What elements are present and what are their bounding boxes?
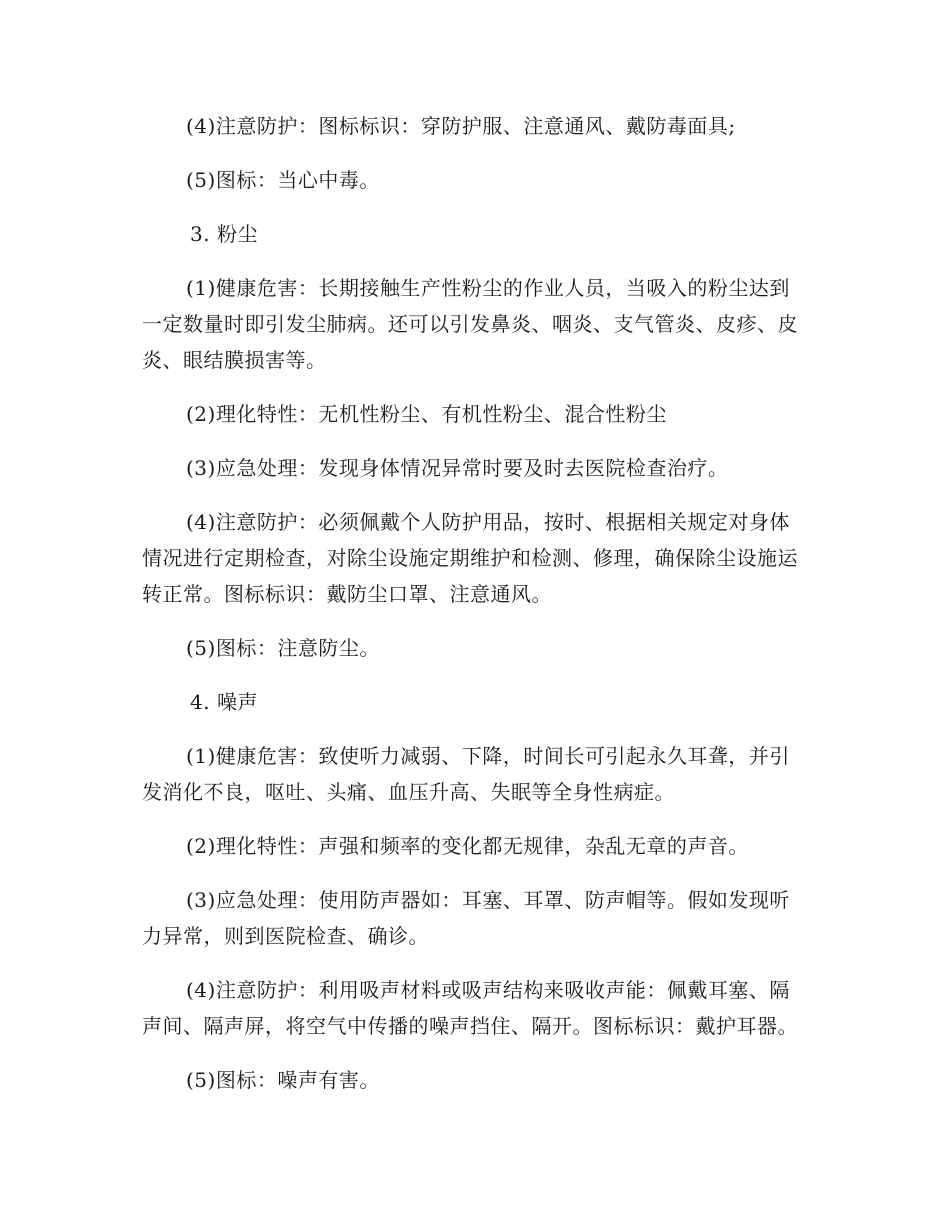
paragraph-dust-emergency: (3)应急处理：发现身体情况异常时要及时去医院检查治疗。: [186, 456, 729, 480]
paragraph-noise-health-hazard: (1)健康危害：致使听力减弱、下降，时间长可引起永久耳聋，并引发消化不良，呕吐、头痛、血压升高、失眠等全身性病症。: [142, 744, 790, 804]
document-body: [142, 108, 808, 1116]
section-heading-noise: 4. 噪声: [190, 690, 258, 714]
paragraph-dust-protection: (4)注意防护：必须佩戴个人防护用品，按时、根据相关规定对身体情况进行定期检查，对除尘设施定期维护和检测、修理，确保除尘设施运转正常。图标标识：戴防尘口罩、注意通风。: [142, 510, 798, 606]
paragraph-noise-icon: (5)图标：噪声有害。: [186, 1068, 380, 1092]
paragraph-gas-icon: (5)图标：当心中毒。: [186, 168, 380, 192]
paragraph-noise-emergency: (3)应急处理：使用防声器如：耳塞、耳罩、防声帽等。假如发现听力异常，则到医院检查、确诊。: [142, 888, 790, 948]
paragraph-noise-protection: (4)注意防护：利用吸声材料或吸声结构来吸收声能：佩戴耳塞、隔声间、隔声屏，将空气中传播的噪声挡住、隔开。图标标识：戴护耳器。: [142, 978, 798, 1038]
section-heading-dust: 3. 粉尘: [190, 222, 258, 246]
paragraph-noise-properties: (2)理化特性：声强和频率的变化都无规律，杂乱无章的声音。: [186, 834, 749, 858]
paragraph-dust-health-hazard: (1)健康危害：长期接触生产性粉尘的作业人员，当吸入的粉尘达到一定数量时即引发尘肺病。还可以引发鼻炎、咽炎、支气管炎、皮疹、皮炎、眼结膜损害等。: [142, 276, 798, 372]
paragraph-gas-protection: (4)注意防护：图标标识：穿防护服、注意通风、戴防毒面具;: [186, 114, 736, 138]
paragraph-dust-properties: (2)理化特性：无机性粉尘、有机性粉尘、混合性粉尘: [186, 402, 667, 426]
paragraph-dust-icon: (5)图标：注意防尘。: [186, 636, 380, 660]
